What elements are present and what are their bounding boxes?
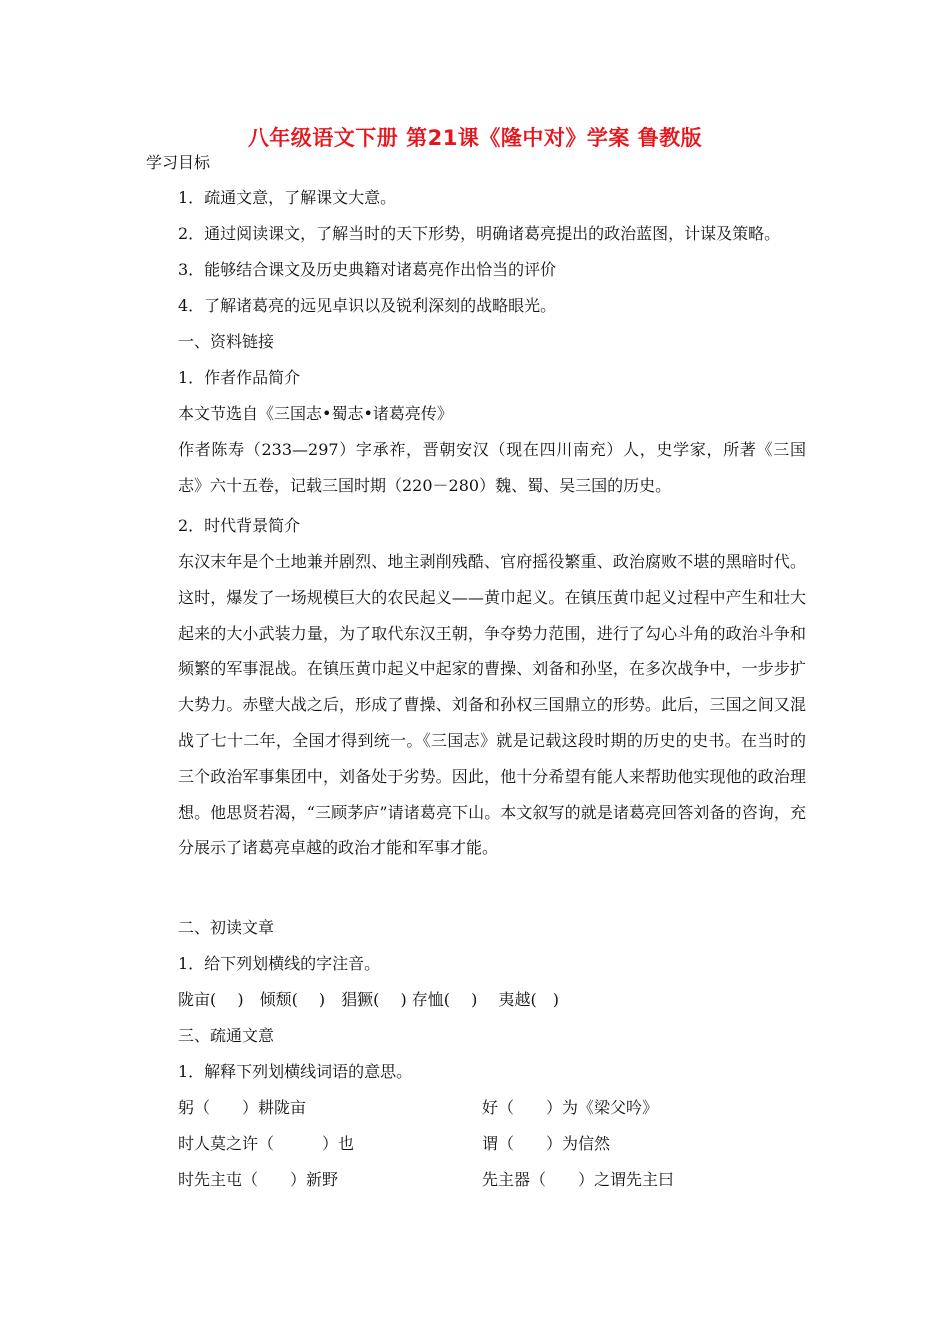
goal-item-1: 1．疏通文意，了解课文大意。 (178, 188, 397, 207)
author-paragraph (146, 432, 806, 504)
word-row-3-left: 时先主屯（ ）新野 (178, 1170, 339, 1189)
section2-sub1: 1．给下列划横线的字注音。 (178, 954, 381, 973)
section3-heading: 三、疏通文意 (178, 1026, 275, 1045)
section1-sub1: 1．作者作品简介 (178, 368, 301, 387)
goal-item-4: 4．了解诸葛亮的远见卓识以及锐利深刻的战略眼光。 (178, 296, 557, 315)
word-row-2-left: 时人莫之许（ ）也 (178, 1134, 355, 1153)
word-row-3-right: 先主器（ ）之谓先主曰 (482, 1170, 675, 1189)
source-line: 本文节选自《三国志•蜀志•诸葛亮传》 (178, 404, 453, 423)
section1-sub2: 2．时代背景简介 (178, 516, 301, 535)
section3-sub1: 1．解释下列划横线词语的意思。 (178, 1062, 413, 1081)
goals-heading: 学习目标 (146, 153, 211, 172)
background-paragraph-text: 东汉末年是个土地兼并剧烈、地主剥削残酷、官府摇役繁重、政治腐败不堪的黑暗时代。这时，爆发了一场规模巨大的农民起义——黄巾起义。在镇压黄巾起义过程中产生和壮大起来的大小武装力量，为了取代东汉王朝，争夺势力范围，进行了勾心斗角的政治斗争和频繁的军事混战。在镇压黄巾起义中起家的曹操、刘备和孙坚，在多次战争中，一步步扩大势力。赤壁大战之后，形成了曹操、刘备和孙权三国鼎立的形势。此后，三国之间又混战了七十二年，全国才得到统一。《三国志》就是记载这段时期的历史的史书。在当时的三个政治军事集团中，刘备处于劣势。因此，他十分希望有能人来帮助他实现他的政治理想。他思贤若渴，“三顾茅庐”请诸葛亮下山。本文叙写的就是诸葛亮回答刘备的咨询，充分展示了诸葛亮卓越的政治才能和军事才能。 (178, 552, 806, 858)
background-paragraph (146, 544, 806, 866)
section2-heading: 二、初读文章 (178, 918, 275, 937)
goal-item-2: 2．通过阅读课文，了解当时的天下形势，明确诸葛亮提出的政治蓝图，计谋及策略。 (178, 224, 781, 243)
word-row-1-right: 好（ ）为《梁父吟》 (482, 1098, 659, 1117)
goal-item-3: 3．能够结合课文及历史典籍对诸葛亮作出恰当的评价 (178, 260, 557, 279)
word-row-2-right: 谓（ ）为信然 (482, 1134, 611, 1153)
pinyin-items: 陇亩( ) 倾颓( ) 猖獗( ) 存恤( ) 夷越( ) (178, 990, 559, 1009)
page-title: 八年级语文下册 第21课《隆中对》学案 鲁教版 (247, 126, 703, 150)
author-paragraph-text: 作者陈寿（233—297）字承祚，晋朝安汉（现在四川南充）人，史学家，所著《三国志》六十五卷，记载三国时期（220－280）魏、蜀、吴三国的历史。 (178, 440, 806, 495)
word-row-1-left: 躬（ ）耕陇亩 (178, 1098, 307, 1117)
section1-heading: 一、资料链接 (178, 332, 275, 351)
